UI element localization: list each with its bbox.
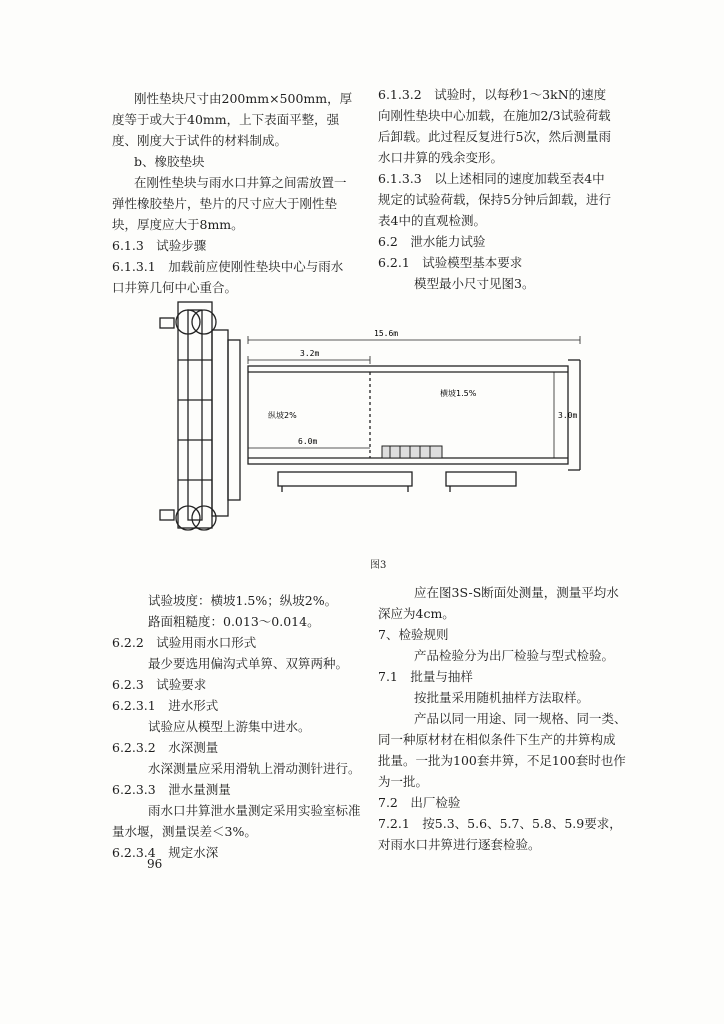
inlet-tank xyxy=(160,302,240,528)
text-line: 路面粗糙度：0.013～0.014。 xyxy=(148,614,320,629)
text-line: 水口井算的残余变形。 xyxy=(378,150,504,165)
left-column-bottom xyxy=(112,590,372,863)
text-line: 试验坡度：横坡1.5%；纵坡2%。 xyxy=(148,593,338,608)
right-column-bottom xyxy=(378,582,648,855)
text-line: 量水堰，测量误差＜3%。 xyxy=(112,824,257,839)
cross-slope-label: 横坡1.5% xyxy=(440,389,477,398)
weir-tanks xyxy=(278,472,516,492)
text-line: 7.2.1 按5.3、5.6、5.7、5.8、5.9要求， xyxy=(378,816,622,831)
text-line: 6.1.3.3 以上述相同的速度加载至表4中 xyxy=(378,171,605,186)
dim-total-label: 15.6m xyxy=(374,329,399,338)
text-line: 刚性垫块尺寸由200mm×500mm，厚 xyxy=(134,91,353,106)
dim-bottom-label: 6.0m xyxy=(298,437,318,446)
text-line: 规定的试验荷载，保持5分钟后卸载，进行 xyxy=(378,192,611,207)
text-line: 对雨水口井箅进行逐套检验。 xyxy=(378,837,541,852)
text-line: 6.2.1 试验模型基本要求 xyxy=(378,255,523,270)
text-line: 产品检验分为出厂检验与型式检验。 xyxy=(414,648,615,663)
text-line: 表4中的直观检测。 xyxy=(378,213,486,228)
text-line: 后卸载。此过程反复进行5次，然后测量雨 xyxy=(378,129,611,144)
long-slope-label: 纵坡2% xyxy=(268,411,297,420)
text-line: b、橡胶垫块 xyxy=(134,154,205,169)
text-line: 批量。一批为100套井箅，不足100套时也作 xyxy=(378,753,626,768)
text-line: 按批量采用随机抽样方法取样。 xyxy=(414,690,590,705)
text-line: 口井箅几何中心重合。 xyxy=(112,280,238,295)
text-line: 6.2.2 试验用雨水口形式 xyxy=(112,635,257,650)
grate-inlet xyxy=(382,446,442,458)
text-line: 7、检验规则 xyxy=(378,627,449,642)
text-line: 6.2.3 试验要求 xyxy=(112,677,207,692)
text-line: 6.1.3 试验步骤 xyxy=(112,238,207,253)
text-line: 同一种原材材在相似条件下生产的井箅构成 xyxy=(378,732,616,747)
text-line: 水深测量应采用滑轨上滑动测针进行。 xyxy=(148,761,361,776)
text-line: 度等于或大于40mm，上下表面平整，强 xyxy=(112,112,340,127)
text-line: 6.2.3.1 进水形式 xyxy=(112,698,219,713)
text-line: 块，厚度应大于8mm。 xyxy=(112,217,244,232)
text-line: 7.2 出厂检验 xyxy=(378,795,461,810)
page-number: 96 xyxy=(147,857,163,871)
left-column-top xyxy=(112,88,362,298)
text-line: 应在图3S-S断面处测量，测量平均水 xyxy=(414,585,619,600)
text-line: 深应为4cm。 xyxy=(378,606,455,621)
figure-caption: 图3 xyxy=(370,560,387,571)
text-line: 试验应从模型上游集中进水。 xyxy=(148,719,311,734)
text-line: 6.2.3.2 水深测量 xyxy=(112,740,219,755)
text-line: 度、刚度大于试件的材料制成。 xyxy=(112,133,288,148)
text-line: 7.1 批量与抽样 xyxy=(378,669,473,684)
right-column-top xyxy=(378,84,638,294)
text-line: 产品以同一用途、同一规格、同一类、 xyxy=(414,711,627,726)
text-line: 6.1.3.2 试验时，以每秒1～3kN的速度 xyxy=(378,87,607,102)
test-model-diagram xyxy=(150,300,620,540)
text-line: 在刚性垫块与雨水口井算之间需放置一 xyxy=(134,175,347,190)
text-line: 最少要选用偏沟式单箅、双箅两种。 xyxy=(148,656,349,671)
tank-pipes xyxy=(176,310,216,530)
text-line: 弹性橡胶垫片，垫片的尺寸应大于刚性垫 xyxy=(112,196,338,211)
text-line: 6.1.3.1 加载前应使刚性垫块中心与雨水 xyxy=(112,259,344,274)
dim-top-label: 3.2m xyxy=(300,349,320,358)
text-line: 6.2.3.3 泄水量测量 xyxy=(112,782,231,797)
text-line: 模型最小尺寸见图3。 xyxy=(414,276,535,291)
text-line: 6.2.3.4 规定水深 xyxy=(112,845,219,860)
text-line: 为一批。 xyxy=(378,774,429,789)
text-line: 6.2 泄水能力试验 xyxy=(378,234,486,249)
text-line: 向刚性垫块中心加载，在施加2/3试验荷载 xyxy=(378,108,611,123)
dim-right-label: 3.0m xyxy=(558,411,578,420)
text-line: 雨水口井算泄水量测定采用实验室标准 xyxy=(148,803,361,818)
